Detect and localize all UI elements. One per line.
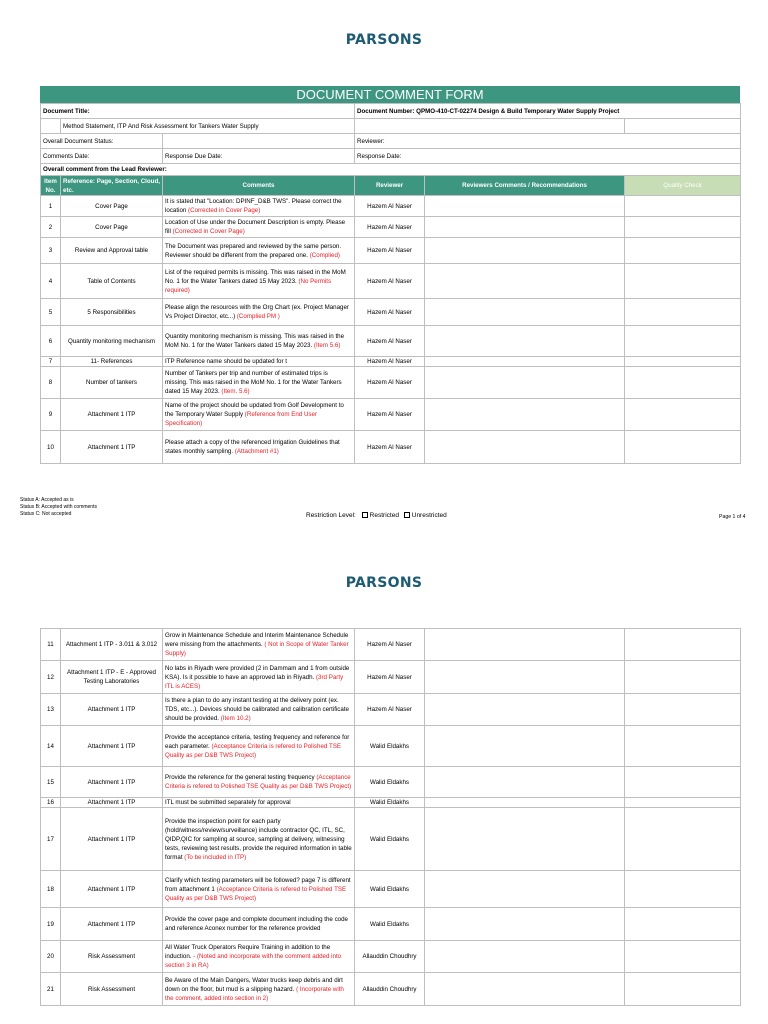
comment-text: Quantity monitoring mechanism is missing. This was raised in the MoM No. 1 for the Water Tankers dated 15 May 2023. — [165, 333, 345, 349]
cell-reviewers-comments — [425, 973, 625, 1006]
cell-quality-check — [625, 264, 741, 299]
cell-comment — [163, 264, 355, 299]
comment-text: Please align the resources with the Org Chart (ex. Project Manager Vs Project Director, etc...) — [165, 304, 349, 320]
cell-quality-check — [625, 326, 741, 357]
table-row — [41, 196, 741, 217]
cell-comment — [163, 326, 355, 357]
cell-comment — [163, 767, 355, 798]
comment-text: Location of Use under the Document Description is empty. Please fill — [165, 219, 346, 235]
unrestricted-label: Unrestricted — [411, 512, 447, 519]
cell-reviewer: Walid Eldakhs — [355, 871, 425, 908]
cell-reviewer: Walid Eldakhs — [355, 908, 425, 941]
cell-reference: Attachment 1 ITP — [61, 767, 163, 798]
response-note: (Item 10.2) — [220, 715, 251, 722]
comment-text: The Document was prepared and reviewed by the same person. Reviewer should be different from the prepared one. — [165, 242, 342, 259]
cell-comment — [163, 661, 355, 694]
cell-reference: Attachment 1 ITP — [61, 726, 163, 767]
parsons-logo: PARSONS — [345, 575, 423, 591]
comment-text: It is stated that "Location: DPINF_D&B TWS". Please correct the location — [165, 198, 342, 214]
response-note: (Acceptance Criteria is refered to Polished TSE Quality as per D&B TWS Project) — [165, 885, 347, 902]
cell-item-no: 2 — [41, 217, 61, 238]
overall-status-value — [163, 134, 355, 149]
page-number: Page 1 of 4 — [719, 514, 746, 520]
cell-reviewers-comments — [425, 238, 625, 264]
cell-reviewers-comments — [425, 399, 625, 431]
cell-reference: Attachment 1 ITP — [61, 808, 163, 871]
table-row — [41, 367, 741, 399]
comment-text: Clarify which testing parameters will be followed? page 7 is different from attachment 1 — [165, 876, 351, 893]
cell-reviewers-comments — [425, 767, 625, 798]
cell-quality-check — [625, 908, 741, 941]
cell-comment — [163, 694, 355, 726]
comment-table-continued — [40, 628, 741, 1006]
cell-reviewers-comments — [425, 908, 625, 941]
cell-reviewer: Hazem Al Naser — [355, 367, 425, 399]
table-row — [41, 767, 741, 798]
table-row — [41, 399, 741, 431]
cell-comment — [163, 871, 355, 908]
cell-reviewers-comments — [425, 357, 625, 367]
cell-reference: Attachment 1 ITP - 3.011 & 3.012 — [61, 629, 163, 661]
cell-quality-check — [625, 973, 741, 1006]
response-note: (Corrected in Cover Page) — [188, 207, 261, 214]
comment-form-continued — [40, 628, 740, 1006]
cell-reviewer: Walid Eldakhs — [355, 798, 425, 808]
cell-reviewer: Hazem Al Naser — [355, 399, 425, 431]
table-row — [41, 661, 741, 694]
status-c: Status C: Not accepted — [20, 511, 72, 517]
table-row — [41, 941, 741, 973]
cell-reviewer: Hazem Al Naser — [355, 629, 425, 661]
cell-quality-check — [625, 367, 741, 399]
cell-reference: Risk Assessment — [61, 973, 163, 1006]
cell-quality-check — [625, 196, 741, 217]
response-note: (3rd Party ITL is ACES) — [165, 673, 344, 690]
comment-text: Provide the reference for the general testing frequency — [165, 774, 317, 781]
cell-reviewers-comments — [425, 431, 625, 464]
cell-comment — [163, 431, 355, 464]
table-row — [41, 357, 741, 367]
response-note: (No Permits required) — [165, 277, 332, 294]
cell-comment — [163, 629, 355, 661]
cell-item-no: 1 — [41, 196, 61, 217]
cell-reviewers-comments — [425, 661, 625, 694]
cell-reviewer: Walid Eldakhs — [355, 726, 425, 767]
cell-reviewers-comments — [425, 264, 625, 299]
cell-reference: 11- References — [61, 357, 163, 367]
response-note: (Reference from End User Specification) — [165, 411, 318, 427]
table-row — [41, 264, 741, 299]
doc-title-value: Method Statement, ITP And Risk Assessment for Tankers Water Supply — [61, 119, 355, 134]
cell-item-no: 16 — [41, 798, 61, 808]
cell-reviewers-comments — [425, 217, 625, 238]
cell-item-no: 11 — [41, 629, 61, 661]
cell-item-no: 21 — [41, 973, 61, 1006]
table-header — [41, 176, 741, 196]
table-row — [41, 798, 741, 808]
cell-comment — [163, 908, 355, 941]
comment-text: Provide the inspection point for each party (hold/witness/review/surveillance) include contractor QC, ITL, SC, QIDP,QIC for sampling at source, sampling at delivery, witnessing tests, reviewing test results, provide the required information in table format — [165, 817, 352, 861]
response-note: (Acceptance Criteria is refered to Polished TSE Quality as per D&B TWS Project) — [165, 742, 341, 759]
comment-text: Provide the acceptance criteria, testing frequency and reference for each parameter. — [165, 733, 350, 750]
cell-reference: Attachment 1 ITP - E - Approved Testing Laboratories — [61, 661, 163, 694]
cell-item-no: 5 — [41, 299, 61, 326]
cell-quality-check — [625, 431, 741, 464]
cell-comment — [163, 399, 355, 431]
cell-reviewers-comments — [425, 326, 625, 357]
cell-quality-check — [625, 767, 741, 798]
cell-reviewer: Hazem Al Naser — [355, 217, 425, 238]
cell-comment — [163, 238, 355, 264]
cell-reference: Attachment 1 ITP — [61, 798, 163, 808]
comment-form — [40, 86, 740, 464]
cell-comment — [163, 808, 355, 871]
comment-text: ITP Reference name should be updated for t — [165, 358, 287, 365]
cell-reference: Attachment 1 ITP — [61, 908, 163, 941]
cell-comment — [163, 726, 355, 767]
cell-reviewer: Hazem Al Naser — [355, 326, 425, 357]
cell-quality-check — [625, 629, 741, 661]
response-note: ( Not in Scope of Water Tanker Supply) — [165, 641, 349, 657]
response-note: (Attachment #1) — [234, 448, 279, 455]
cell-quality-check — [625, 941, 741, 973]
cell-reference: Risk Assessment — [61, 941, 163, 973]
cell-reference: Attachment 1 ITP — [61, 399, 163, 431]
cell-quality-check — [625, 238, 741, 264]
cell-reviewer: Hazem Al Naser — [355, 694, 425, 726]
table-row — [41, 973, 741, 1006]
cell-item-no: 12 — [41, 661, 61, 694]
header-reviewer: Reviewer — [355, 176, 425, 196]
cell-item-no: 15 — [41, 767, 61, 798]
cell-item-no: 6 — [41, 326, 61, 357]
comment-text: Grow in Maintenance Schedule and Interim Maintenance Schedule were missing from the attachments. — [165, 632, 349, 648]
cell-item-no: 19 — [41, 908, 61, 941]
response-due-label: Response Due Date: — [163, 149, 355, 164]
comment-text: Please attach a copy of the referenced Irrigation Guidelines that states monthly sampling. — [165, 439, 340, 455]
cell-reference: Attachment 1 ITP — [61, 431, 163, 464]
cell-reviewer: Allauddin Choudhry — [355, 973, 425, 1006]
cell-comment — [163, 299, 355, 326]
unrestricted-checkbox[interactable] — [404, 512, 410, 518]
cell-reviewers-comments — [425, 629, 625, 661]
comment-text: Provide the cover page and complete document including the code and reference Aconex number for the reference provided — [165, 916, 348, 932]
cell-quality-check — [625, 299, 741, 326]
cell-reference: Quantity monitoring mechanism — [61, 326, 163, 357]
cell-reviewers-comments — [425, 726, 625, 767]
cell-reviewer: Walid Eldakhs — [355, 808, 425, 871]
overall-status-label: Overall Document Status: — [41, 134, 163, 149]
cell-reviewers-comments — [425, 871, 625, 908]
response-note: - (Noted and incorporate with the comment added into section 3 in RA) — [165, 953, 342, 969]
status-legend — [20, 497, 97, 518]
cell-item-no: 10 — [41, 431, 61, 464]
cell-item-no: 3 — [41, 238, 61, 264]
response-note: (Complied) — [309, 251, 340, 259]
response-note: (Item. 5.6) — [221, 388, 250, 395]
response-note: (Complied PM ) — [236, 313, 280, 320]
cell-comment — [163, 217, 355, 238]
cell-reviewers-comments — [425, 798, 625, 808]
cell-quality-check — [625, 726, 741, 767]
comment-text: ITL must be submitted separately for approval — [165, 799, 291, 806]
cell-reference: Cover Page — [61, 196, 163, 217]
restriction-level — [306, 512, 447, 519]
response-note: ( Incorporate with the comment, added into section in 2) — [165, 985, 344, 1002]
response-note: (Acceptance Criteria is refered to Polished TSE Quality as per D&B TWS Project) — [165, 774, 352, 790]
table-row — [41, 694, 741, 726]
response-note: (Corrected in Cover Page) — [172, 228, 245, 235]
cell-quality-check — [625, 399, 741, 431]
comment-rows — [41, 196, 741, 464]
restriction-label: Restriction Level: — [306, 512, 356, 519]
lead-reviewer-label: Overall comment from the Lead Reviewer: — [41, 164, 741, 176]
cell-item-no: 18 — [41, 871, 61, 908]
comment-text: List of the required permits is missing. This was raised in the MoM No. 1 for the Water Tankers dated 15 May 2023. — [165, 268, 346, 285]
cell-item-no: 14 — [41, 726, 61, 767]
status-a: Status A: Accepted as is — [20, 497, 74, 503]
parsons-logo: PARSONS — [345, 32, 423, 48]
response-note: (Item 5.6) — [313, 342, 341, 349]
comments-date-label: Comments Date: — [41, 149, 163, 164]
cell-reference: Cover Page — [61, 217, 163, 238]
cell-reviewer: Hazem Al Naser — [355, 431, 425, 464]
cell-reviewers-comments — [425, 299, 625, 326]
comment-text: All Water Truck Operators Require Training in addition to the induction. — [165, 944, 331, 960]
comment-text: Be Aware of the Main Dangers, Water trucks keep debris and dirt down on the floor, but mud is a slipping hazard. — [165, 976, 343, 993]
doc-number-label: Document Number: QPMO-410-CT-02274 Design & Build Temporary Water Supply Project — [355, 104, 741, 119]
table-row — [41, 726, 741, 767]
response-date-label: Response Date: — [355, 149, 741, 164]
cell-comment — [163, 798, 355, 808]
header-item-no: Item No. — [41, 176, 61, 196]
table-row — [41, 431, 741, 464]
cell-reference: Table of Contents — [61, 264, 163, 299]
restricted-checkbox[interactable] — [362, 512, 368, 518]
cell-reviewer: Walid Eldakhs — [355, 767, 425, 798]
comment-text: Is there a plan to do any instant testing at the delivery point (ex. TDS, etc...). Devices should be calibrated and calibration certificate should be provided. — [165, 697, 349, 722]
page-2 — [0, 540, 768, 1024]
header-quality-check: Quality Check — [625, 176, 741, 196]
cell-comment — [163, 973, 355, 1006]
form-header-table — [40, 103, 741, 464]
cell-reference: Attachment 1 ITP — [61, 694, 163, 726]
cell-reviewer: Hazem Al Naser — [355, 196, 425, 217]
table-row — [41, 871, 741, 908]
cell-reviewer: Hazem Al Naser — [355, 661, 425, 694]
table-row — [41, 629, 741, 661]
cell-reviewers-comments — [425, 196, 625, 217]
table-row — [41, 808, 741, 871]
cell-reviewer: Hazem Al Naser — [355, 264, 425, 299]
cell-quality-check — [625, 357, 741, 367]
cell-quality-check — [625, 798, 741, 808]
table-row — [41, 217, 741, 238]
cell-reviewers-comments — [425, 941, 625, 973]
cell-reviewer: Allauddin Choudhry — [355, 941, 425, 973]
comment-text: No labs in Riyadh were provided (2 in Dammam and 1 from outside KSA). Is it possible to have an approved lab in Riyadh. — [165, 664, 350, 681]
cell-quality-check — [625, 694, 741, 726]
cell-quality-check — [625, 871, 741, 908]
cell-reference: Number of tankers — [61, 367, 163, 399]
cell-reference: Attachment 1 ITP — [61, 871, 163, 908]
cell-reviewers-comments — [425, 694, 625, 726]
cell-item-no: 17 — [41, 808, 61, 871]
cell-reviewer: Hazem Al Naser — [355, 238, 425, 264]
table-row — [41, 326, 741, 357]
cell-reviewers-comments — [425, 808, 625, 871]
cell-quality-check — [625, 217, 741, 238]
cell-comment — [163, 196, 355, 217]
cell-comment — [163, 357, 355, 367]
cell-reviewers-comments — [425, 367, 625, 399]
response-note: (To be included in ITP) — [184, 853, 247, 861]
table-row — [41, 299, 741, 326]
cell-item-no: 7 — [41, 357, 61, 367]
doc-title-label: Document Title: — [41, 104, 355, 119]
cell-item-no: 13 — [41, 694, 61, 726]
cell-reference: 5 Responsibilities — [61, 299, 163, 326]
cell-reviewer: Hazem Al Naser — [355, 299, 425, 326]
form-title: DOCUMENT COMMENT FORM — [40, 86, 740, 103]
cell-item-no: 4 — [41, 264, 61, 299]
header-reference: Reference: Page, Section, Cloud, etc. — [61, 176, 163, 196]
reviewer-label: Reviewer: — [355, 134, 741, 149]
comment-text: Number of Tankers per trip and number of estimated trips is missing. This was raised in the MoM No. 1 for the Water Tankers dated 15 May 2023. — [165, 370, 342, 395]
cell-reviewer: Hazem Al Naser — [355, 357, 425, 367]
table-row — [41, 238, 741, 264]
status-b: Status B: Accepted with comments — [20, 504, 97, 510]
cell-comment — [163, 367, 355, 399]
cell-item-no: 8 — [41, 367, 61, 399]
cell-quality-check — [625, 661, 741, 694]
restricted-label: Restricted — [369, 512, 399, 519]
table-row — [41, 908, 741, 941]
header-comments: Comments — [163, 176, 355, 196]
header-reviewers-comments: Reviewers Comments / Recommendations — [425, 176, 625, 196]
cell-quality-check — [625, 808, 741, 871]
cell-reference: Review and Approval table — [61, 238, 163, 264]
comment-rows — [41, 629, 741, 1006]
cell-item-no: 9 — [41, 399, 61, 431]
comment-text: Name of the project should be updated from Golf Development to the Temporary Water Supply — [165, 402, 344, 418]
cell-item-no: 20 — [41, 941, 61, 973]
cell-comment — [163, 941, 355, 973]
